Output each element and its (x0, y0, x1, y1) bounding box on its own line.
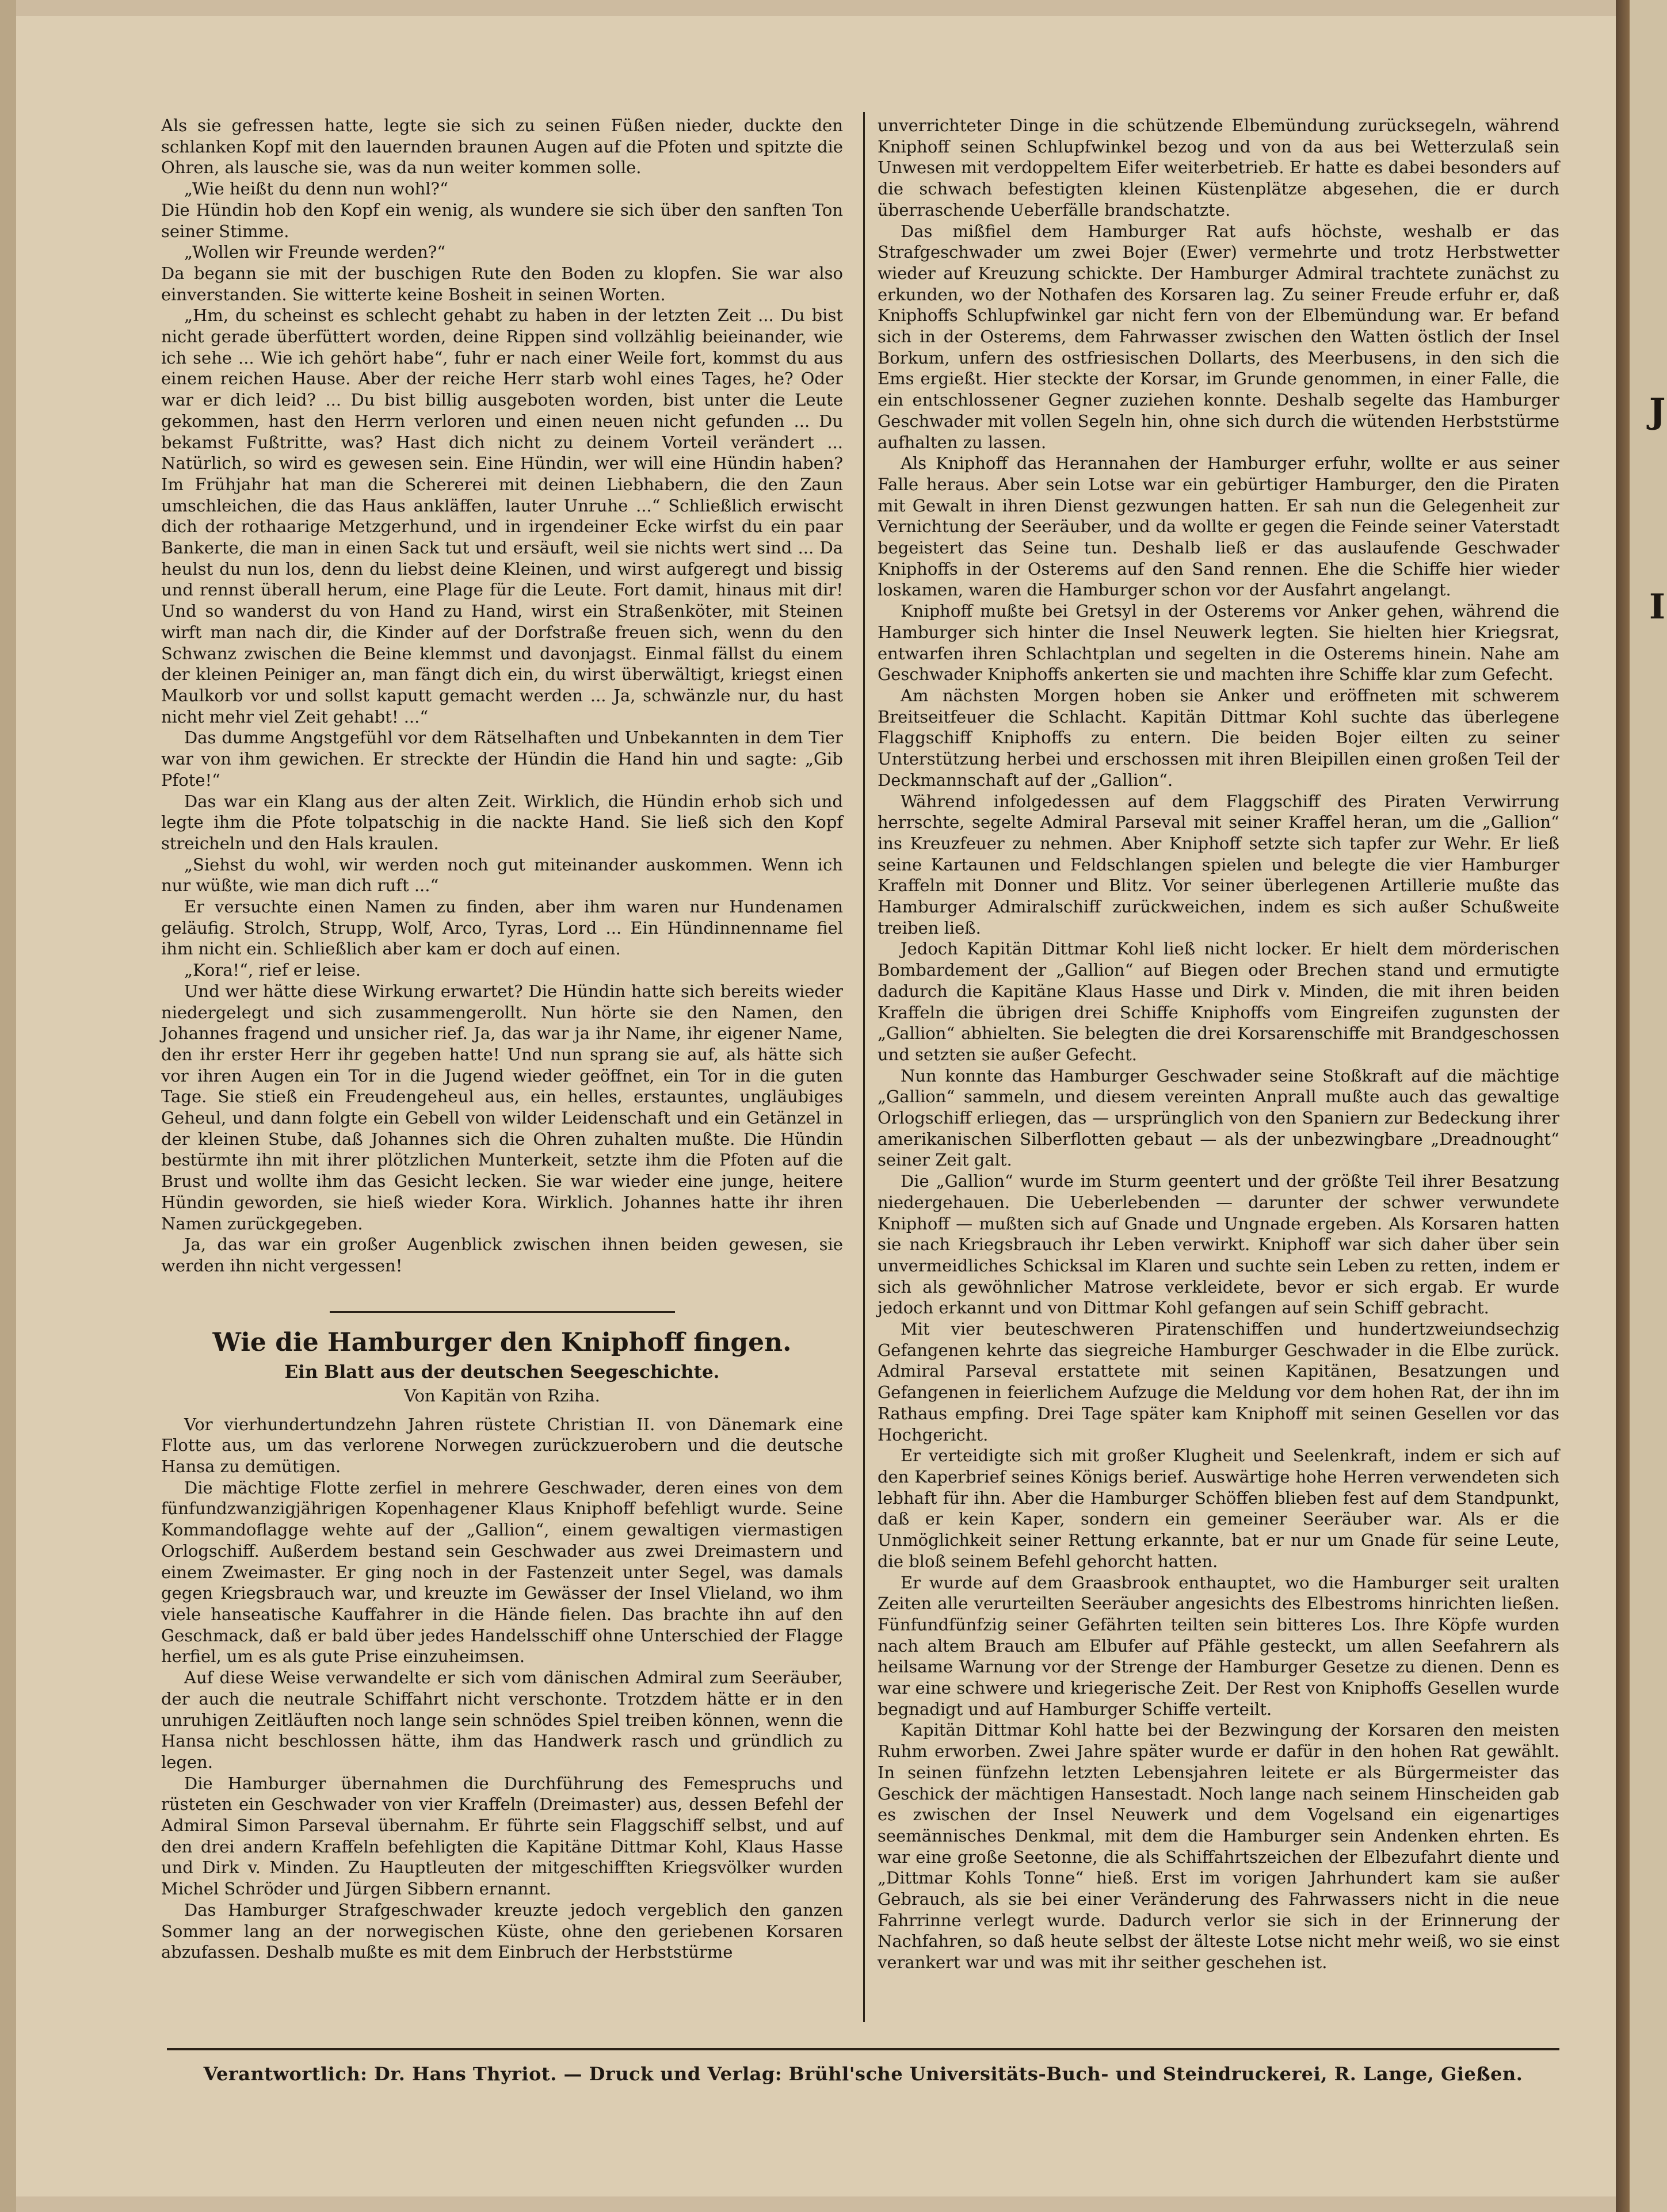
article-paragraph: Jedoch Kapitän Dittmar Kohl ließ nicht locker. Er hielt dem mörderischen Bombardement der „Gallion“ auf Biegen oder Brechen stand und ermutigte dadurch die Kapitäne Klaus Hasse und Dirk v. Minden, die mit ihren beiden Kraffeln die übrigen drei Schiffe Kniphoffs vom Eingreifen zugunsten der „Gallion“ abhielten. Sie belegten die drei Korsarenschiffe mit Brandgeschossen und setzten sie außer Gefecht. (878, 939, 1559, 1064)
next-page-letter: I (1649, 587, 1666, 627)
left-column (161, 115, 843, 1963)
article-paragraph: Er verteidigte sich mit großer Klugheit und Seelenkraft, indem er sich auf den Kaperbrief seines Königs berief. Auswärtige hohe Herren verwendeten sich lebhaft für ihn. Aber die Hamburger Schöffen blieben fest auf dem Standpunkt, daß er kein Kaper, sondern ein gemeiner Seeräuber war. Als er die Unmöglichkeit seiner Rettung erkannte, bat er nur um Gnade für seine Leute, die bloß seinem Befehl gehorcht hatten. (878, 1446, 1559, 1571)
story-paragraph: Das war ein Klang aus der alten Zeit. Wirklich, die Hündin erhob sich und legte ihm die Pfote tolpatschig in die nackte Hand. Sie ließ sich den Kopf streicheln und den Hals kraulen. (161, 791, 843, 853)
article-paragraph: Auf diese Weise verwandelte er sich vom dänischen Admiral zum Seeräuber, der auch die neutrale Schiffahrt nicht verschonte. Trotzdem hätte er in den unruhigen Zeitläuften noch lange sein schnödes Spiel treiben können, wenn die Hansa nicht beschlossen hätte, ihm das Handwerk rasch und gründlich zu legen. (161, 1668, 843, 1772)
article-paragraph: Nun konnte das Hamburger Geschwader seine Stoßkraft auf die mächtige „Gallion“ sammeln, und diesem vereinten Anprall mußte auch das gewaltige Orlogschiff erliegen, das — ursprünglich von den Spaniern zur Bedeckung ihrer amerikanischen Silberflotten gebaut — als der unbezwingbare „Dreadnought“ seiner Zeit galt. (878, 1065, 1559, 1170)
imprint-line: Verantwortlich: Dr. Hans Thyriot. — Druck und Verlag: Brühl'sche Universitäts-Buch- und Steindruckerei, R. Lange, Gießen. (203, 2063, 1523, 2085)
footer-rule (167, 2048, 1559, 2050)
column-divider (863, 112, 865, 2022)
article-paragraph: Die mächtige Flotte zerfiel in mehrere Geschwader, deren eines von dem fünfundzwanzigjährigen Kopenhagener Klaus Kniphoff befehligt wurde. Seine Kommandoflagge wehte auf der „Gallion“, einem gewaltigen viermastigen Orlogschiff. Außerdem bestand sein Geschwader aus zwei Dreimastern und einem Zweimaster. Er ging noch in der Fastenzeit unter Segel, was damals gegen Kriegsbrauch war, und kreuzte im Gewässer der Insel Vlieland, wo ihm viele hanseatische Kauffahrer in die Hände fielen. Das brachte ihn auf den Geschmack, daß er bald über jedes Handelsschiff ohne Unterschied der Flagge herfiel, um es als gute Prise einzuheimsen. (161, 1477, 843, 1667)
article-paragraph: unverrichteter Dinge in die schützende Elbemündung zurücksegeln, während Kniphoff seinen Schlupfwinkel bezog und von da aus bei Wetterzulaß sein Unwesen mit verdoppeltem Eifer weiterbetrieb. Er hatte es dabei besonders auf die schwach befestigten kleinen Küstenplätze abgesehen, die er durch überraschende Ueberfälle brandschatzte. (878, 116, 1559, 220)
story-paragraph: Er versuchte einen Namen zu finden, aber ihm waren nur Hundenamen geläufig. Strolch, Strupp, Wolf, Arco, Tyras, Lord ... Ein Hündinnenname fiel ihm nicht ein. Schließlich aber kam er doch auf einen. (161, 897, 843, 959)
article-paragraph: Das mißfiel dem Hamburger Rat aufs höchste, weshalb er das Strafgeschwader um zwei Bojer (Ewer) vermehrte und trotz Herbstwetter wieder auf Kreuzung schickte. Der Hamburger Admiral trachtete zunächst zu erkunden, wo der Nothafen des Korsaren lag. Zu seiner Freude erfuhr er, daß Kniphoffs Schlupfwinkel gar nicht fern von der Elbemündung war. Er befand sich in der Osterems, dem Fahrwasser zwischen den Watten östlich der Insel Borkum, unfern des ostfriesischen Dollarts, des Meerbusens, in den sich die Ems ergießt. Hier steckte der Korsar, im Grunde genommen, in einer Falle, die ein entschlossener Gegner zuziehen konnte. Deshalb segelte das Hamburger Geschwader mit vollen Segeln hin, ohne sich durch die wütenden Herbststürme aufhalten zu lassen. (878, 221, 1559, 452)
story-paragraph: „Wollen wir Freunde werden?“ (184, 242, 446, 262)
story-paragraph: „Hm, du scheinst es schlecht gehabt zu haben in der letzten Zeit ... Du bist nicht gerade überfüttert worden, deine Rippen sind vollzählig beieinander, wie ich sehe ... Wie ich gehört habe“, fuhr er nach einer Weile fort, kommst du aus einem reichen Hause. Aber der reiche Herr starb wohl eines Tages, he? Oder war er dich leid? ... Du bist billig ausgeboten worden, bist unter die Leute gekommen, hast den Herrn verloren und einen neuen nicht gefunden ... Du bekamst Fußtritte, was? Hast dich nicht zu deinem Vorteil verändert ... Natürlich, so wird es gewesen sein. Eine Hündin, wer will eine Hündin haben? Im Frühjahr hat man die Schererei mit deinen Liebhabern, die den Zaun umschleichen, die das Haus ankläffen, lauter Unruhe ...“ Schließlich erwischt dich der rothaarige Metzgerhund, und in irgendeiner Ecke wirfst du ein paar Bankerte, die man in einen Sack tut und ersäuft, weil sie nichts wert sind ... Da heulst du nun los, denn du liebst deine Kleinen, und wirst aufgeregt und bissig und rennst überall herum, eine Plage für die Leute. Fort damit, hinaus mit dir! Und so wanderst du von Hand zu Hand, wirst ein Straßenköter, mit Steinen wirft man nach dir, die Kinder auf der Dorfstraße freuen sich, wenn du den Schwanz zwischen die Beine klemmst und davonjagst. Einmal fällst du einem der kleinen Peiniger an, man fängt dich ein, du wirst überwältigt, kriegst einen Maulkorb vor und sollst kaputt gemacht werden ... Ja, schwänzle nur, du hast nicht mehr viel Zeit gehabt! ...“ (161, 305, 843, 727)
article-author: Von Kapitän von Rziha. (404, 1385, 600, 1405)
article-paragraph: Die Hamburger übernahmen die Durchführung des Femespruchs und rüsteten ein Geschwader von vier Kraffeln (Dreimaster) aus, dessen Befehl der Admiral Simon Parseval übernahm. Er führte sein Flaggschiff selbst, und auf den drei andern Kraffeln befehligten die Kapitäne Dittmar Kohl, Klaus Hasse und Dirk v. Minden. Zu Hauptleuten der mitgeschifften Kriegsvölker wurden Michel Schröder und Jürgen Sibbern ernannt. (161, 1773, 843, 1899)
story-paragraph: Das dumme Angstgefühl vor dem Rätselhaften und Unbekannten in dem Tier war von ihm gewichen. Er streckte der Hündin die Hand hin und sagte: „Gib Pfote!“ (161, 728, 843, 790)
article-paragraph: Das Hamburger Strafgeschwader kreuzte jedoch vergeblich den ganzen Sommer lang an der norwegischen Küste, ohne den geriebenen Korsaren abzufassen. Deshalb mußte es mit dem Einbruch der Herbststürme (161, 1900, 843, 1962)
article-paragraph: Während infolgedessen auf dem Flaggschiff des Piraten Verwirrung herrschte, segelte Admiral Parseval mit seiner Kraffel heran, um die „Gallion“ ins Kreuzfeuer zu nehmen. Aber Kniphoff setzte sich tapfer zur Wehr. Er ließ seine Kartaunen und Feldschlangen spielen und belegte die vier Hamburger Kraffeln mit Donner und Blitz. Vor seiner überlegenen Artillerie mußte das Hamburger Admiralschiff zurückweichen, indem es sich außer Schußweite treiben ließ. (878, 791, 1559, 938)
story-paragraph: „Wie heißt du denn nun wohl?“ (184, 179, 448, 199)
story-paragraph: „Kora!“, rief er leise. (184, 960, 361, 980)
article-paragraph: Vor vierhundertundzehn Jahren rüstete Christian II. von Dänemark eine Flotte aus, um das verlorene Norwegen zurückzuerobern und die deutsche Hansa zu demütigen. (161, 1414, 843, 1477)
story-paragraph: Als sie gefressen hatte, legte sie sich zu seinen Füßen nieder, duckte den schlanken Kopf mit den lauernden braunen Augen auf die Pfoten und spitzte die Ohren, als lausche sie, was da nun weiter kommen solle. (161, 116, 843, 178)
spacer (161, 1277, 843, 1311)
article-paragraph: Als Kniphoff das Herannahen der Hamburger erfuhr, wollte er aus seiner Falle heraus. Aber sein Lotse war ein gebürtiger Hamburger, den die Piraten mit Gewalt in ihren Dienst gezwungen hatten. Er sah nun die Gelegenheit zur Vernichtung der Seeräuber, und da wollte er gegen die Feinde seiner Vaterstadt begeistert das Seine tun. Deshalb ließ er das auslaufende Geschwader Kniphoffs in der Osterems auf den Sand rennen. Ehe die Schiffe hier wieder loskamen, waren die Hamburger schon vor der Ausfahrt angelangt. (878, 453, 1559, 600)
story-paragraph: Und wer hätte diese Wirkung erwartet? Die Hündin hatte sich bereits wieder niedergelegt und sich zusammengerollt. Nun hörte sie den Namen, den Johannes fragend und unsicher rief. Ja, das war ja ihr Name, ihr eigener Name, den ihr erster Herr ihr gegeben hatte! Und nun sprang sie auf, als hätte sich vor ihren Augen ein Tor in die Jugend wieder geöffnet, ein Tor in die guten Tage. Sie stieß ein Freudengeheul aus, ein helles, erstauntes, ungläubiges Geheul, und dann folgte ein Gebell von wilder Leidenschaft und ein Getänzel in der kleinen Stube, daß Johannes sich die Ohren zuhalten mußte. Die Hündin bestürmte ihn mit ihrer plötzlichen Munterkeit, setzte ihm die Pfoten auf die Brust und wollte ihm das Gesicht lecken. Sie war wieder eine junge, heitere Hündin geworden, sie hieß wieder Kora. Wirklich. Johannes hatte ihr ihren Namen zurückgegeben. (161, 981, 843, 1233)
article-paragraph: Die „Gallion“ wurde im Sturm geentert und der größte Teil ihrer Besatzung niedergehauen. Die Ueberlebenden — darunter der schwer verwundete Kniphoff — mußten sich auf Gnade und Ungnade ergeben. Als Korsaren hatten sie nach Kriegsbrauch ihr Leben verwirkt. Kniphoff war sich daher über sein unvermeidliches Schicksal im Klaren und suchte sein Leben zu retten, indem er sich als gewöhnlicher Matrose verkleidete, bevor er sich ergab. Er wurde jedoch erkannt und von Dittmar Kohl gefangen auf sein Schiff gebracht. (878, 1171, 1559, 1318)
article-paragraph: Am nächsten Morgen hoben sie Anker und eröffneten mit schwerem Breitseitfeuer die Schlacht. Kapitän Dittmar Kohl suchte das überlegene Flaggschiff Kniphoffs zu entern. Die beiden Bojer eilten zu seiner Unterstützung herbei und erschossen mit ihren Bleipillen einen großen Teil der Deckmannschaft auf der „Gallion“. (878, 685, 1559, 790)
story-paragraph: „Siehst du wohl, wir werden noch gut miteinander auskommen. Wenn ich nur wüßte, wie man dich ruft ...“ (161, 854, 843, 896)
article-title: Wie die Hamburger den Kniphoff fingen. (212, 1327, 792, 1357)
next-page-letter: J (1649, 391, 1666, 431)
article-paragraph: Kniphoff mußte bei Gretsyl in der Osterems vor Anker gehen, während die Hamburger sich hinter die Insel Neuwerk legten. Sie hielten hier Kriegsrat, entwarfen ihren Schlachtplan und segelten in die Osterems hinein. Nahe am Geschwader Kniphoffs ankerten sie und machten ihre Schiffe klar zum Gefecht. (878, 601, 1559, 685)
article-separator (330, 1311, 675, 1313)
article-paragraph: Mit vier beuteschweren Piratenschiffen und hundertzweiundsechzig Gefangenen kehrte das siegreiche Hamburger Geschwader in die Elbe zurück. Admiral Parseval erstattete mit seinen Kapitänen, Besatzungen und Gefangenen in feierlichem Aufzuge die Meldung vor dem hohen Rat, der ihn im Rathaus empfing. Drei Tage später kam Kniphoff mit seinen Gesellen vor das Hochgericht. (878, 1319, 1559, 1445)
story-continuation (161, 115, 843, 1277)
page-margin (0, 0, 16, 2212)
story-paragraph: Da begann sie mit der buschigen Rute den Boden zu klopfen. Sie war also einverstanden. Sie witterte keine Bosheit in seinen Worten. (161, 263, 843, 304)
article-paragraph: Er wurde auf dem Graasbrook enthauptet, wo die Hamburger seit uralten Zeiten alle verurteilten Seeräuber angesichts des Elbestroms hinrichten ließen. Fünfundfünfzig seiner Gefährten teilten sein bitteres Los. Ihre Köpfe wurden nach altem Brauch am Elbufer auf Pfähle gesteckt, um allen Seefahrern als heilsame Warnung vor der Strenge der Hamburger Gesetze zu dienen. Denn es war eine schwere und kriegerische Zeit. Der Rest von Kniphoffs Gesellen wurde begnadigt und auf Hamburger Schiffe verteilt. (878, 1572, 1559, 1719)
next-page-edge (1630, 0, 1667, 2212)
story-paragraph: Ja, das war ein großer Augenblick zwischen ihnen beiden gewesen, sie werden ihn nicht vergessen! (161, 1235, 843, 1275)
right-column (878, 115, 1559, 1973)
story-paragraph: Die Hündin hob den Kopf ein wenig, als wundere sie sich über den sanften Ton seiner Stimme. (161, 200, 843, 241)
article-paragraph: Kapitän Dittmar Kohl hatte bei der Bezwingung der Korsaren den meisten Ruhm erworben. Zwei Jahre später wurde er dafür in den hohen Rat gewählt. In seinen fünfzehn letzten Lebensjahren leitete er als Bürgermeister das Geschick der mächtigen Hansestadt. Noch lange nach seinem Hinscheiden gab es zwischen der Insel Neuwerk und dem Vogelsand ein eigenartiges seemännisches Denkmal, mit dem die Hamburger sein Andenken ehrten. Es war eine große Seetonne, die als Schiffahrtszeichen der Elbezufahrt diente und „Dittmar Kohls Tonne“ hieß. Erst im vorigen Jahrhundert kam sie außer Gebrauch, als sie bei einer Veränderung des Fahrwassers nicht in die neue Fahrrinne verlegt wurde. Dadurch verlor sie sich in der Erinnerung der Nachfahren, so daß heute selbst der älteste Lotse nicht mehr weiß, wo sie einst verankert war und was mit ihr seither geschehen ist. (878, 1720, 1559, 1973)
article-subtitle: Ein Blatt aus der deutschen Seegeschichte. (284, 1361, 720, 1382)
